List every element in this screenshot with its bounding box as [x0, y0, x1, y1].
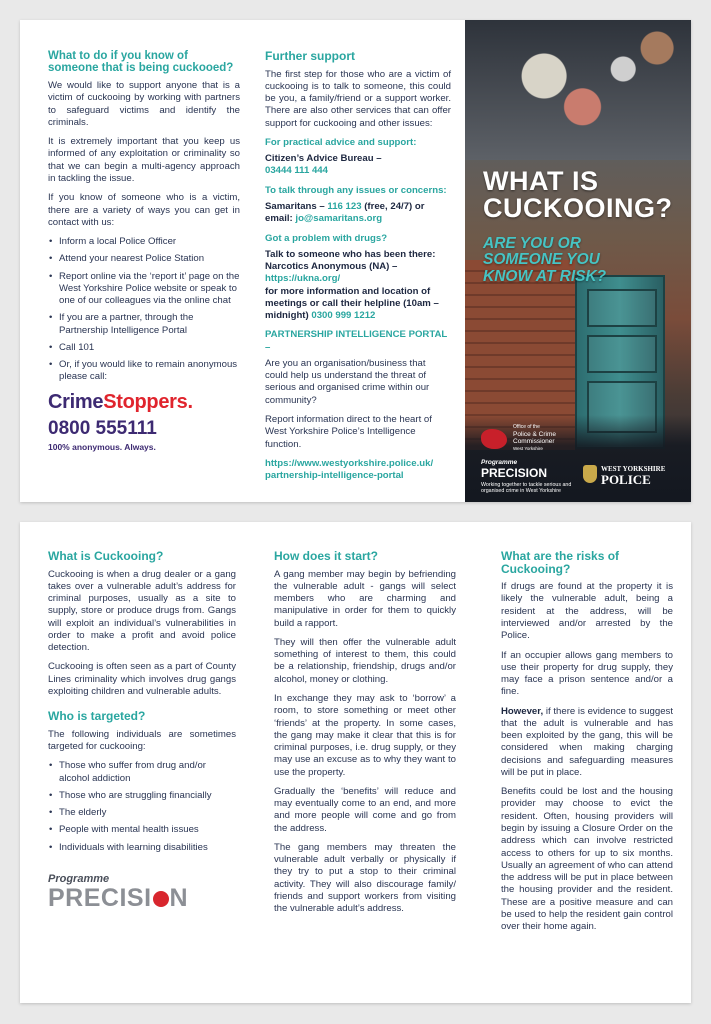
targeted-intro: The following individuals are sometimes targeted for cuckooing: — [48, 728, 236, 753]
crimestoppers-logo — [48, 390, 240, 416]
report-paragraph: We would like to support anyone that is a victim of cuckooing by working with partners to safeguard victims and identify the criminals. — [48, 80, 240, 128]
list-item: • Those who are struggling financially — [48, 790, 236, 802]
risks-paragraph — [501, 706, 673, 780]
samaritans-label: Samaritans – — [265, 200, 328, 212]
precision-logo-wordmark — [48, 886, 236, 911]
na-helpline-phone: 0300 999 1212 — [311, 310, 376, 322]
portal-paragraph: Are you an organisation/business that could help us understand the threat of serious and organised crime within our community? — [265, 357, 430, 406]
na-label: Talk to someone who has been there: Narcotics Anonymous (NA) – — [265, 248, 436, 273]
precision-logo-text: PRECISI — [48, 884, 152, 913]
samaritans-text: (free, 24/7) or email: — [265, 200, 425, 225]
list-item: • Call 101 — [48, 342, 240, 354]
samaritans-phone: 116 123 — [327, 200, 362, 212]
na-details — [265, 286, 451, 323]
risks-text: if there is evidence to suggest that the adult is vulnerable and has been exploited by the gang, this will be considered when making charging decisions and safeguarding measures will be put in place. — [501, 705, 673, 778]
leaflet-inner-side — [20, 522, 691, 1003]
hands-drugs-photo — [465, 20, 691, 160]
pcc-line: Office of the — [513, 424, 540, 430]
list-item: • Or, if you would like to remain anonymous please call: — [48, 359, 240, 384]
further-support-heading: Further support — [265, 49, 355, 63]
list-item: • Individuals with learning disabilities — [48, 842, 236, 854]
precision-logo-text: N — [169, 884, 189, 913]
samaritans-email-link[interactable]: jo@samaritans.org — [295, 213, 383, 225]
portal-url-link[interactable]: https://www.westyorkshire.police.uk/ partnership-intelligence-portal — [265, 457, 434, 482]
pin-icon — [153, 891, 169, 907]
drugs-subheading: Got a problem with drugs? — [265, 232, 388, 244]
crimestoppers-number: 0800 555111 — [48, 418, 157, 440]
risks-paragraph: Benefits could be lost and the housing provider may choose to evict the resident. Often, housing providers will begin by issuing a Closure Order on the address which can involve restricted access to others for up to six months. Usually an agreement of who can attend the address will be put in place between the housing provider and the resident. These are a positive measure and can be used to help the resident gain control over their home again. — [501, 786, 673, 933]
how-start-heading: How does it start? — [274, 549, 379, 563]
portal-paragraph: Report information direct to the heart of West Yorkshire Police’s Intelligence function. — [265, 413, 432, 450]
pcc-line: Commissioner — [513, 438, 555, 446]
cover-logos-footer — [465, 415, 691, 502]
how-start-paragraph: A gang member may begin by befriending the vulnerable adult - gangs will select members who are charming and manipulative in order for them to quickly build a rapport. — [274, 568, 456, 629]
report-paragraph: If you know of someone who is a victim, there are a variety of ways you can get in contact with us: — [48, 192, 240, 228]
list-item: • Inform a local Police Officer — [48, 236, 240, 248]
contact-methods-list — [48, 236, 240, 384]
targeted-list — [48, 760, 236, 854]
list-item: • Those who suffer from drug and/or alcohol addiction — [48, 760, 236, 785]
cab-phone: 03444 111 444 — [265, 165, 328, 177]
report-column — [48, 50, 240, 452]
list-item: • People with mental health issues — [48, 824, 236, 836]
however-emphasis: However, — [501, 705, 544, 717]
portal-subheading: PARTNERSHIP INTELLIGENCE PORTAL – — [265, 329, 448, 353]
what-is-heading: What is Cuckooing? — [48, 549, 164, 563]
pcc-line: Police & Crime — [513, 430, 556, 438]
how-start-paragraph: Gradually the ‘benefits’ will reduce and may eventually come to an end, and more and more people will come and go from the address. — [274, 785, 456, 834]
risks-paragraph: If an occupier allows gang members to use their property for drug supply, they may face a prison sentence and/or a fine. — [501, 649, 673, 698]
precision-logo-programme: Programme — [48, 872, 110, 885]
talk-subheading: To talk through any issues or concerns: — [265, 184, 447, 196]
what-is-paragraph: Cuckooing is when a drug dealer or a gang takes over a vulnerable adult’s address for criminal purposes, usually as a site to supply, store or produce drugs from. Gangs will exploit an individual’s vulnerabilities in order to make a profit and avoid police detection. — [48, 568, 236, 654]
what-is-column — [48, 550, 236, 911]
cover-panel — [465, 20, 691, 502]
pcc-line: West Yorkshire — [513, 445, 543, 451]
precision-logo: PRECISION — [481, 466, 548, 480]
wyp-logo-line1: WEST YORKSHIRE — [601, 465, 666, 473]
crimestoppers-logo-text: Crime — [48, 390, 104, 413]
support-paragraph: The first step for those who are a victim of cuckooing is to talk to someone, this could be you, a family/friend or a support worker. There are also other services that can offer support for cuckooing and other issues: — [265, 68, 451, 129]
police-crest-icon — [583, 465, 597, 483]
how-start-paragraph: The gang members may threaten the vulnerable adult verbally or physically if they try to put a stop to their criminal activity. They will also discourage family/ friends and support workers from visiting the vulnerable adult’s address. — [274, 841, 456, 915]
cab-label: Citizen’s Advice Bureau – — [265, 153, 382, 165]
leaflet-outer-side — [20, 20, 691, 502]
crimestoppers-logo-text: Stoppers. — [103, 390, 193, 413]
what-is-paragraph: Cuckooing is often seen as a part of County Lines criminality which involves drug gangs exploiting children and vulnerable adults. — [48, 661, 236, 697]
who-targeted-heading: Who is targeted? — [48, 709, 146, 724]
practical-advice-subheading: For practical advice and support: — [265, 136, 417, 148]
risks-paragraph: If drugs are found at the property it is likely the vulnerable adult, being a resident at the address, will be interviewed and/or arrested by the Police. — [501, 581, 673, 642]
how-start-paragraph: In exchange they may ask to ‘borrow’ a room, to store something or meet other ‘friends’ at the property. In some cases, the gang may make it clear that this is for criminal purposes, i.e. drug supply, or they may use an excuse as to why they want to use the property. — [274, 692, 456, 778]
na-url-link[interactable]: https://ukna.org/ — [265, 273, 341, 285]
further-support-column — [265, 50, 451, 482]
risks-heading: What are the risks of Cuckooing? — [501, 549, 620, 576]
pcc-logo-icon — [481, 429, 507, 449]
list-item: • Attend your nearest Police Station — [48, 253, 240, 265]
cover-title: WHAT IS CUCKOOING? — [483, 166, 673, 223]
list-item: • The elderly — [48, 807, 236, 819]
pcc-logo-text — [513, 425, 603, 451]
precision-tagline: Working together to tackle serious and organised crime in West Yorkshire — [481, 482, 572, 495]
how-start-paragraph: They will then offer the vulnerable adult something of interest to them, this could be a relationship, friendship, drugs and/or alcohol, money or clothing. — [274, 636, 456, 685]
programme-label: Programme — [481, 459, 518, 466]
samaritans-line — [265, 201, 451, 226]
precision-logo-large — [48, 872, 236, 911]
how-start-column — [274, 550, 456, 923]
report-heading: What to do if you know of someone that is being cuckooed? — [48, 50, 234, 75]
report-paragraph: It is extremely important that you keep us informed of any exploitation or criminality so that we can begin a multi-agency approach in tackling the issue. — [48, 136, 240, 184]
na-helpline-text: for more information and location of meetings or call their helpline (10am – midnight) — [265, 285, 439, 322]
cover-subtitle: ARE YOU OR SOMEONE YOU KNOW AT RISK? — [483, 235, 607, 285]
wyp-logo-line2: POLICE — [601, 472, 651, 487]
risks-column — [501, 550, 673, 940]
list-item: • If you are a partner, through the Partnership Intelligence Portal — [48, 312, 240, 337]
list-item: • Report online via the ‘report it’ page on the West Yorkshire Police website or speak to one of our colleagues via the online chat — [48, 271, 240, 308]
crimestoppers-tagline: 100% anonymous. Always. — [48, 441, 156, 452]
